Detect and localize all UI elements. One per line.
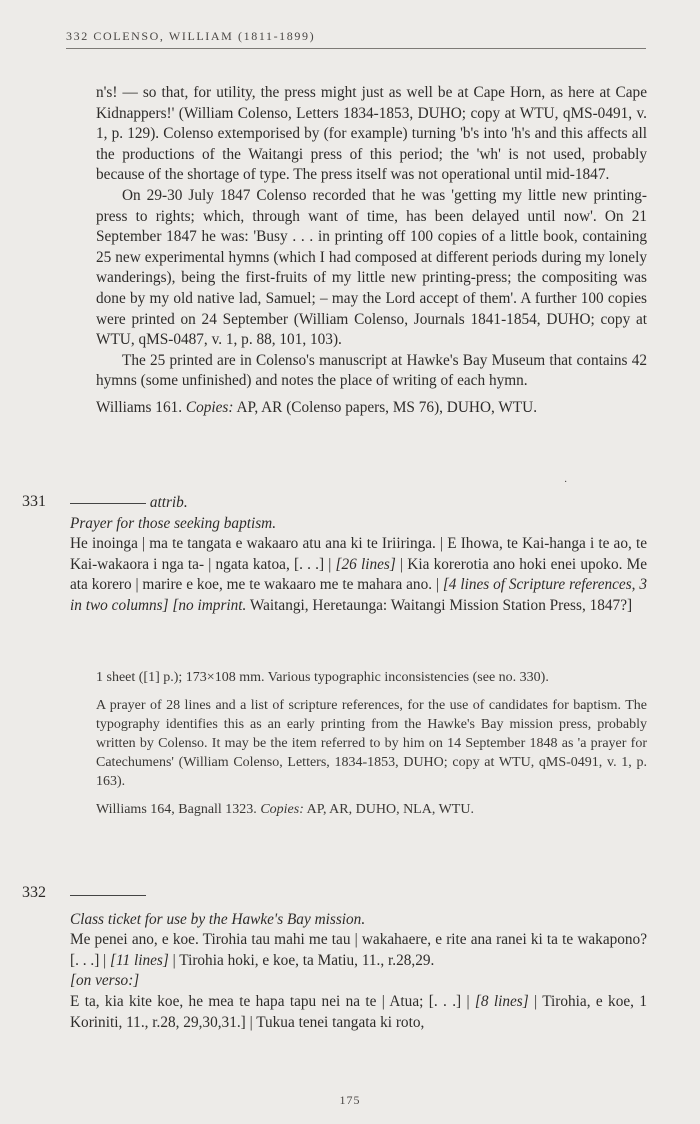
entry-title: Class ticket for use by the Hawke's Bay mission. xyxy=(70,910,366,928)
references: Williams 161. xyxy=(96,398,183,416)
verso-label: [on verso:] xyxy=(70,972,140,990)
reference-line xyxy=(96,398,647,419)
page-number: 175 xyxy=(339,1093,361,1107)
entry-heading xyxy=(70,885,647,906)
references: Williams 164, Bagnall 1323. xyxy=(96,802,257,817)
reference-line xyxy=(96,800,647,819)
description: A prayer of 28 lines and a list of scripture references, for the use of candidates for baptism. The typography identifies this as an early printing from the Hawke's Bay mission press, probably written by Colenso. It may be the item referred to by him on 14 September 1848 as 'a prayer for Catechumens' (William Colenso, Letters, 1834-1853, DUHO; copy at WTU, qMS-0491, v. 1, p. 163). xyxy=(96,698,647,789)
paragraph: The 25 printed are in Colenso's manuscript at Hawke's Bay Museum that contains 42 hymns (some unfinished) and notes the place of writing of each hymn. xyxy=(96,351,647,390)
transcription: Me penei ano, e koe. Tirohia tau mahi me tau | wakahaere, e rite ana ranei ki ta te wakapono? [. . .] | [11 lines] | Tirohia hoki, e koe, ta Matiu, 11., r.28,29. xyxy=(70,931,647,969)
paragraph: On 29-30 July 1847 Colenso recorded that he was 'getting my little new printing-press to rights; which, through want of time, has been delayed until now'. On 21 September 1847 he was: 'Busy . . . in printing off 100 copies of a little book, containing 25 new experimental hymns (which I had composed at different periods during my lonely wanderings), being the first-fruits of my little new printing-press; the compositing was done by my old native lad, Samuel; – may the Lord accept of them'. A further 100 copies were printed on 24 September (William Colenso, Journals 1841-1854, DUHO; copy at WTU, qMS-0487, v. 1, p. 88, 101, 103). xyxy=(96,186,647,349)
entry-332 xyxy=(70,885,647,1033)
author-dash xyxy=(70,503,146,504)
entry-331-notes xyxy=(96,668,647,819)
collation: 1 sheet ([1] p.); 173×108 mm. Various typographic inconsistencies (see no. 330). xyxy=(96,670,549,685)
copies: AP, AR (Colenso papers, MS 76), DUHO, WTU. xyxy=(236,398,538,416)
entry-331 xyxy=(70,493,647,617)
entry-title: Prayer for those seeking baptism. xyxy=(70,514,277,532)
stray-mark: · xyxy=(564,477,568,488)
transcription: He inoinga | ma te tangata e wakaaro atu ana ki te Iriiringa. | E Ihowa, te Kai-hanga i te ao, te Kai-wakaora i nga ta- | ngata katoa, [. . .] | [26 lines] | Kia korerotia ano hoki enei upoko. Me ata korero | marire e koe, me te wakaaro me te mahara ano. | [4 lines of Scripture references, 3 in two columns] [no imprint. Waitangi, Heretaunga: Waitangi Mission Station Press, 1847?] xyxy=(70,535,648,614)
attribution: attrib. xyxy=(149,494,188,511)
transcription-verso: E ta, kia kite koe, he mea te hapa tapu nei na te | Atua; [. . .] | [8 lines] | Tirohia, e koe, 1 Koriniti, 11., r.28, 29,30,31.] | Tukua tenei tangata ki roto, xyxy=(70,992,647,1031)
copies: AP, AR, DUHO, NLA, WTU. xyxy=(306,802,474,817)
running-header: 332 COLENSO, WILLIAM (1811-1899) xyxy=(66,29,646,49)
entry-number: 331 xyxy=(22,493,46,510)
previous-entry-continuation xyxy=(96,83,647,419)
entry-number: 332 xyxy=(22,884,46,901)
paragraph: n's! — so that, for utility, the press might just as well be at Cape Horn, as here at Cape Kidnappers!' (William Colenso, Letters 1834-1853, DUHO; copy at WTU, qMS-0491, v. 1, p. 129). Colenso extemporised by (for example) turning 'b's into 'h's and this affects all the productions of the Waitangi press of this period; the 'wh' is not used, probably because of the shortage of type. The press itself was not operational until mid-1847. xyxy=(96,84,647,184)
copies-label: Copies: xyxy=(260,802,304,817)
copies-label: Copies: xyxy=(185,398,234,416)
author-dash xyxy=(70,895,146,896)
entry-heading xyxy=(70,493,647,514)
